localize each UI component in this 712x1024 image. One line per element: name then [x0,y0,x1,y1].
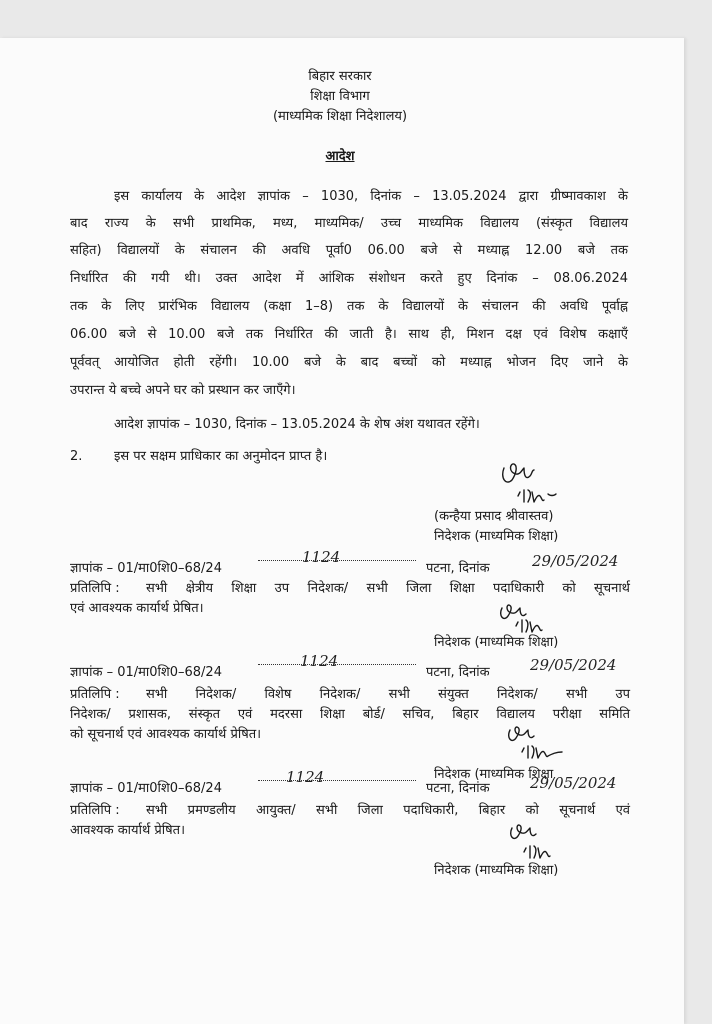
copy-label-2: प्रतिलिपि : [70,687,120,702]
order-title: आदेश [325,149,355,164]
body-line-1: इस कार्यालय के आदेश ज्ञापांक – 1030, दिनांक – 13.05.2024 द्वारा ग्रीष्मावकाश के [114,189,628,204]
memo-date-1: 29/05/2024 [532,552,619,570]
memo-prefix-1: ज्ञापांक – 01/मा0शि0–68/24 [70,561,222,576]
body-line-3: सहित) विद्यालयों के संचालन की अवधि पूर्वा0 06.00 बजे से मध्याह्न 12.00 बजे तक [70,243,628,258]
para-number-2: 2. [70,449,83,464]
signatory-designation: निदेशक (माध्यमिक शिक्षा) [434,529,559,544]
department-name: शिक्षा विभाग [310,89,370,104]
place-date-label-3: पटना, दिनांक [426,781,490,796]
memo-number-2: 1124 [300,652,339,670]
body-line-6: 06.00 बजे से 10.00 बजे तक निर्धारित की जाती है। साथ ही, मिशन दक्ष एवं विशेष कक्षाएँ [70,327,628,342]
director-signature-copy-1 [496,600,576,636]
copy-text-2b: निदेशक/ प्रशासक, संस्कृत एवं मदरसा शिक्षा बोर्ड/ सचिव, बिहार विद्यालय परीक्षा समिति [70,707,630,722]
document-page [0,38,684,1024]
director-signature-copy-2 [504,722,584,762]
memo-prefix-3: ज्ञापांक – 01/मा0शि0–68/24 [70,781,222,796]
body-line-7: पूर्ववत् आयोजित होती रहेंगी। 10.00 बजे के बाद बच्चों को मध्याह्न भोजन दिए जाने के [70,355,628,370]
place-date-label-1: पटना, दिनांक [426,561,490,576]
body-line-8: उपरान्त ये बच्चे अपने घर को प्रस्थान कर जाएँगे। [70,383,296,398]
body-line-5: तक के लिए प्रारंभिक विद्यालय (कक्षा 1–8) तक के विद्यालयों के संचालन की अवधि पूर्वाह्न [70,299,628,314]
copy-label-3: प्रतिलिपि : [70,803,120,818]
copy-text-1b: एवं आवश्यक कार्यार्थ प्रेषित। [70,601,204,616]
director-signature-copy-3 [506,820,586,864]
directorate-name: (माध्यमिक शिक्षा निदेशालय) [272,109,408,124]
copy-text-1a: सभी क्षेत्रीय शिक्षा उप निदेशक/ सभी जिला शिक्षा पदाधिकारी को सूचनार्थ [146,581,630,596]
signatory-name: (कन्हैया प्रसाद श्रीवास्तव) [434,509,554,524]
copy-designation-2: निदेशक (माध्यमिक शिक्षा [434,767,554,782]
place-date-label-2: पटना, दिनांक [426,665,490,680]
memo-dotted-line-3 [258,780,416,781]
copy-text-2a: सभी निदेशक/ विशेष निदेशक/ सभी संयुक्त निदेशक/ सभी उप [146,687,630,702]
memo-prefix-2: ज्ञापांक – 01/मा0शि0–68/24 [70,665,222,680]
copy-designation-1: निदेशक (माध्यमिक शिक्षा) [434,635,559,650]
memo-date-2: 29/05/2024 [530,656,617,674]
copy-text-2c: को सूचनार्थ एवं आवश्यक कार्यार्थ प्रेषित। [70,727,262,742]
memo-number-3: 1124 [286,768,325,786]
copy-designation-3: निदेशक (माध्यमिक शिक्षा) [434,863,559,878]
body-line-2: बाद राज्य के सभी प्राथमिक, मध्य, माध्यमिक/ उच्च माध्यमिक विद्यालय (संस्कृत विद्यालय [70,216,628,231]
director-signature [498,458,578,508]
copy-label-1: प्रतिलिपि : [70,581,120,596]
copy-text-3a: सभी प्रमण्डलीय आयुक्त/ सभी जिला पदाधिकारी, बिहार को सूचनार्थ एवं [146,803,630,818]
body-para-3: इस पर सक्षम प्राधिकार का अनुमोदन प्राप्त है। [114,449,328,464]
memo-number-1: 1124 [302,548,341,566]
govt-name: बिहार सरकार [308,69,372,84]
body-para-2: आदेश ज्ञापांक – 1030, दिनांक – 13.05.2024 के शेष अंश यथावत रहेंगे। [114,417,480,432]
body-line-4: निर्धारित की गयी थी। उक्त आदेश में आंशिक संशोधन करते हुए दिनांक – 08.06.2024 [70,271,628,286]
memo-date-3: 29/05/2024 [530,774,617,792]
copy-text-3b: आवश्यक कार्यार्थ प्रेषित। [70,823,186,838]
